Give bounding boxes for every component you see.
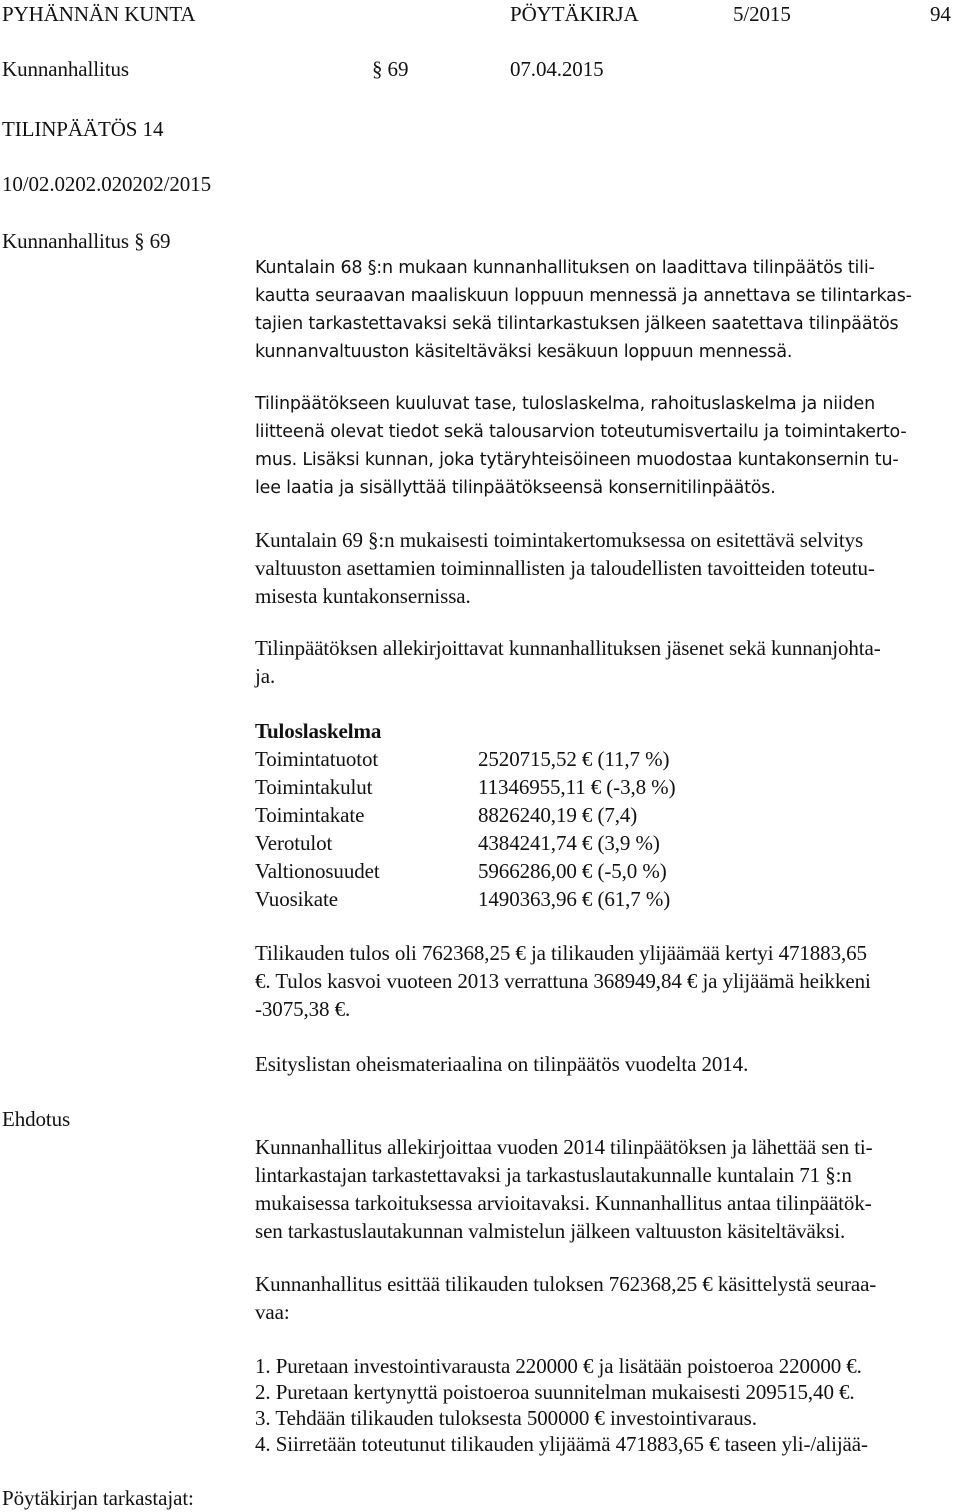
text-line: valtuuston asettamien toiminnallisten ja taloudellisten tavoitteiden toteutu-	[255, 556, 875, 580]
page-number: 94	[930, 2, 951, 26]
text-line: kunnanvaltuuston käsiteltäväksi kesäkuun loppuun mennessä.	[255, 342, 793, 362]
proposal-label: Ehdotus	[2, 1107, 71, 1131]
income-row-label: Toimintakate	[255, 803, 365, 827]
text-line: misesta kuntakonsernissa.	[255, 584, 471, 608]
income-row-value: 8826240,19 € (7,4)	[478, 803, 638, 827]
text-line: vaa:	[255, 1300, 290, 1324]
income-row-value: 11346955,11 € (-3,8 %)	[478, 775, 676, 799]
text-line: Tilinpäätökseen kuuluvat tase, tuloslaskelma, rahoituslaskelma ja niiden	[255, 394, 875, 414]
income-row-value: 2520715,52 € (11,7 %)	[478, 747, 670, 771]
income-row-label: Toimintatuotot	[255, 747, 379, 771]
text-line: Kunnanhallitus esittää tilikauden tuloksen 762368,25 € käsittelystä seuraa-	[255, 1272, 877, 1296]
text-line: Kuntalain 68 §:n mukaan kunnanhallituksen on laadittava tilinpäätös tili-	[255, 258, 875, 278]
text-line: Kunnanhallitus allekirjoittaa vuoden 2014 tilinpäätöksen ja lähettää sen ti-	[255, 1135, 873, 1159]
section-number: § 69	[372, 57, 409, 81]
topic-title: TILINPÄÄTÖS 14	[2, 117, 164, 141]
attachment-line: Esityslistan oheismateriaalina on tilinpäätös vuodelta 2014.	[255, 1052, 749, 1076]
text-line: mukaisessa tarkoituksessa arvioitavaksi. Kunnanhallitus antaa tilinpäätök-	[255, 1191, 872, 1215]
text-line: mus. Lisäksi kunnan, joka tytäryhteisöineen muodostaa kuntakonsernin tu-	[255, 450, 899, 470]
list-item: 1. Puretaan investointivarausta 220000 € ja lisätään poistoeroa 220000 €.	[255, 1354, 862, 1378]
text-line: lee laatia ja sisällyttää tilinpäätökseensä konsernitilinpäätös.	[255, 478, 776, 498]
text-line: sen tarkastuslautakunnan valmistelun jälkeen valtuuston käsiteltäväksi.	[255, 1219, 846, 1243]
text-line: €. Tulos kasvoi vuoteen 2013 verrattuna 368949,84 € ja ylijäämä heikkeni	[255, 969, 871, 993]
list-item: 4. Siirretään toteutunut tilikauden ylijäämä 471883,65 € taseen yli-/alijää-	[255, 1432, 868, 1456]
income-row-label: Valtionosuudet	[255, 859, 380, 883]
income-statement-heading: Tuloslaskelma	[255, 719, 382, 743]
text-line: Kuntalain 69 §:n mukaisesti toimintakertomuksessa on esitettävä selvitys	[255, 528, 864, 552]
meeting-date: 07.04.2015	[510, 57, 604, 81]
topic-ref: 10/02.0202.020202/2015	[2, 172, 211, 196]
text-line: liitteenä olevat tiedot sekä talousarvion toteutumisvertailu ja toimintakerto-	[255, 422, 907, 442]
footer-label: Pöytäkirjan tarkastajat:	[2, 1486, 194, 1510]
doc-number: 5/2015	[733, 2, 791, 26]
text-line: kautta seuraavan maaliskuun loppuun mennessä ja annettava se tilintarkas-	[255, 286, 912, 306]
text-line: -3075,38 €.	[255, 997, 351, 1021]
list-item: 3. Tehdään tilikauden tuloksesta 500000 € investointivaraus.	[255, 1406, 757, 1430]
text-line: Tilikauden tulos oli 762368,25 € ja tilikauden ylijäämää kertyi 471883,65	[255, 941, 867, 965]
text-line: tajien tarkastettavaksi sekä tilintarkastuksen jälkeen saatettava tilinpäätös	[255, 314, 899, 334]
municipality-name: PYHÄNNÄN KUNTA	[2, 2, 196, 26]
income-row-value: 5966286,00 € (-5,0 %)	[478, 859, 667, 883]
text-line: lintarkastajan tarkastettavaksi ja tarkastuslautakunnalle kuntalain 71 §:n	[255, 1163, 852, 1187]
list-item: 2. Puretaan kertynyttä poistoeroa suunnitelman mukaisesti 209515,40 €.	[255, 1380, 855, 1404]
income-row-value: 4384241,74 € (3,9 %)	[478, 831, 660, 855]
text-line: Tilinpäätöksen allekirjoittavat kunnanhallituksen jäsenet sekä kunnanjohta-	[255, 636, 881, 660]
income-row-label: Vuosikate	[255, 887, 338, 911]
doc-type: PÖYTÄKIRJA	[510, 2, 639, 26]
text-line: ja.	[255, 664, 276, 688]
income-row-label: Verotulot	[255, 831, 333, 855]
body-section: Kunnanhallitus § 69	[2, 229, 171, 253]
income-row-value: 1490363,96 € (61,7 %)	[478, 887, 671, 911]
meeting-body: Kunnanhallitus	[2, 57, 129, 81]
income-row-label: Toimintakulut	[255, 775, 373, 799]
